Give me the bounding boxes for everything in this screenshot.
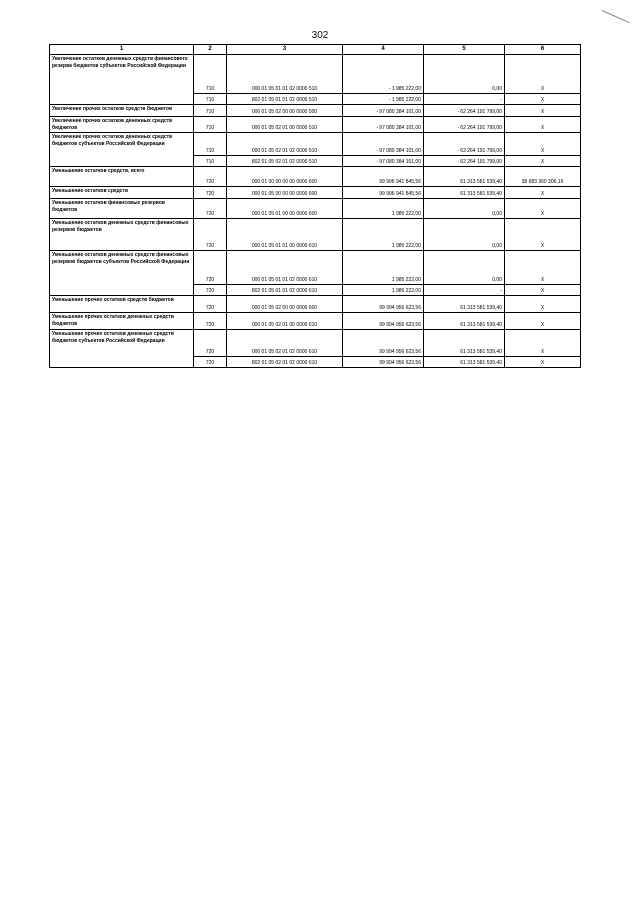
approved-amount-cell: - 97 080 384 101,00 (343, 117, 424, 133)
executed-amount-cell: 61 313 581 539,40 (424, 330, 505, 357)
classification-code-cell: 000 01 05 01 01 02 0000 510 (227, 55, 343, 94)
code-cell: 710 (194, 156, 227, 167)
row-name-cell: Увеличение остатков денежных средств финансового резерва бюджетов субъектов Российской Федерации (50, 55, 194, 105)
executed-amount-cell: 61 313 581 539,40 (424, 296, 505, 313)
unexecuted-amount-cell: X (505, 55, 581, 94)
page-number: 302 (311, 30, 329, 41)
row-name-cell: Уменьшение остатков денежных средств финансовых резервов бюджетов (50, 219, 194, 251)
approved-amount-cell: - 97 080 384 101,00 (343, 133, 424, 156)
classification-code-cell: 000 01 05 02 01 02 0000 610 (227, 330, 343, 357)
approved-amount-cell: 99 996 941 845,56 (343, 187, 424, 199)
row-name-cell: Уменьшение прочих остатков денежных средств бюджетов субъектов Российской Федерации (50, 330, 194, 368)
table-row (50, 296, 581, 313)
approved-amount-cell: 1 985 222,00 (343, 285, 424, 296)
code-cell: 710 (194, 55, 227, 94)
classification-code-cell: 000 01 05 02 01 02 0000 510 (227, 133, 343, 156)
executed-amount-cell: - 62 264 191 799,00 (424, 117, 505, 133)
classification-code-cell: 000 01 05 01 00 00 0000 600 (227, 199, 343, 219)
approved-amount-cell: 99 994 956 623,56 (343, 296, 424, 313)
unexecuted-amount-cell: X (505, 105, 581, 117)
row-name-cell: Увеличение прочих остатков денежных средств бюджетов (50, 117, 194, 133)
code-cell: 710 (194, 133, 227, 156)
code-cell: 720 (194, 330, 227, 357)
code-cell: 720 (194, 296, 227, 313)
unexecuted-amount-cell: 38 683 360 306,16 (505, 167, 581, 187)
classification-code-cell: 000 01 05 02 01 00 0000 510 (227, 117, 343, 133)
row-name-cell: Уменьшение прочих остатков денежных средств бюджетов (50, 313, 194, 330)
table-row (50, 167, 581, 187)
classification-code-cell: 802 01 05 02 01 02 0000 610 (227, 357, 343, 368)
table-row (50, 105, 581, 117)
table-row (50, 55, 581, 94)
unexecuted-amount-cell: X (505, 330, 581, 357)
executed-amount-cell: - 62 264 191 799,00 (424, 156, 505, 167)
table-row (50, 133, 581, 156)
approved-amount-cell: 1 985 222,00 (343, 199, 424, 219)
scan-artifact-line (602, 10, 630, 23)
code-cell: 720 (194, 357, 227, 368)
row-name-cell: Уменьшение остатков финансовых резервов бюджетов (50, 199, 194, 219)
header-col-1: 1 (50, 45, 194, 55)
classification-code-cell: 000 01 05 01 01 02 0000 610 (227, 251, 343, 285)
unexecuted-amount-cell: X (505, 219, 581, 251)
unexecuted-amount-cell: X (505, 156, 581, 167)
approved-amount-cell: 1 985 222,00 (343, 251, 424, 285)
executed-amount-cell: 61 313 581 539,40 (424, 313, 505, 330)
code-cell: 720 (194, 313, 227, 330)
executed-amount-cell: 0,00 (424, 199, 505, 219)
classification-code-cell: 802 01 05 01 01 02 0000 610 (227, 285, 343, 296)
classification-code-cell: 802 01 05 02 01 02 0000 510 (227, 156, 343, 167)
row-name-cell: Увеличение прочих остатков денежных средств бюджетов субъектов Российской Федерации (50, 133, 194, 167)
approved-amount-cell: 99 994 956 623,56 (343, 330, 424, 357)
unexecuted-amount-cell: X (505, 357, 581, 368)
executed-amount-cell: 0,00 (424, 55, 505, 94)
approved-amount-cell: 99 994 956 623,56 (343, 313, 424, 330)
table-row (50, 313, 581, 330)
approved-amount-cell: - 1 985 222,00 (343, 55, 424, 94)
unexecuted-amount-cell: X (505, 296, 581, 313)
code-cell: 720 (194, 219, 227, 251)
code-cell: 710 (194, 117, 227, 133)
executed-amount-cell: - 62 264 191 799,00 (424, 133, 505, 156)
classification-code-cell: 000 01 05 00 00 00 0000 600 (227, 187, 343, 199)
code-cell: 720 (194, 285, 227, 296)
classification-code-cell: 802 01 05 01 01 02 0000 510 (227, 94, 343, 105)
unexecuted-amount-cell: X (505, 94, 581, 105)
unexecuted-amount-cell: X (505, 285, 581, 296)
unexecuted-amount-cell: X (505, 199, 581, 219)
approved-amount-cell: 1 985 222,00 (343, 219, 424, 251)
table-body (50, 55, 581, 368)
approved-amount-cell: - 97 080 384 101,00 (343, 156, 424, 167)
table-row (50, 219, 581, 251)
classification-code-cell: 000 01 00 00 00 00 0000 600 (227, 167, 343, 187)
table-row (50, 330, 581, 357)
code-cell: 720 (194, 251, 227, 285)
row-name-cell: Уменьшение остатков средств, всего (50, 167, 194, 187)
header-col-6: 6 (505, 45, 581, 55)
executed-amount-cell: - (424, 94, 505, 105)
executed-amount-cell: - 62 264 191 799,00 (424, 105, 505, 117)
code-cell: 720 (194, 167, 227, 187)
code-cell: 720 (194, 199, 227, 219)
row-name-cell: Увеличение прочих остатков средств бюджетов (50, 105, 194, 117)
header-col-3: 3 (227, 45, 343, 55)
row-name-cell: Уменьшение прочих остатков средств бюджетов (50, 296, 194, 313)
unexecuted-amount-cell: X (505, 117, 581, 133)
executed-amount-cell: 61 313 581 539,40 (424, 187, 505, 199)
row-name-cell: Уменьшение остатков средств (50, 187, 194, 199)
header-col-4: 4 (343, 45, 424, 55)
approved-amount-cell: - 97 080 384 101,00 (343, 105, 424, 117)
header-col-5: 5 (424, 45, 505, 55)
unexecuted-amount-cell: X (505, 313, 581, 330)
table-row (50, 187, 581, 199)
approved-amount-cell: 99 996 941 845,56 (343, 167, 424, 187)
row-name-cell: Уменьшение остатков денежных средств финансовых резервов бюджетов субъектов Российской Федерации (50, 251, 194, 296)
code-cell: 710 (194, 105, 227, 117)
table-row (50, 199, 581, 219)
unexecuted-amount-cell: X (505, 187, 581, 199)
classification-code-cell: 000 01 05 01 01 00 0000 610 (227, 219, 343, 251)
classification-code-cell: 000 01 05 02 00 00 0000 500 (227, 105, 343, 117)
unexecuted-amount-cell: X (505, 251, 581, 285)
executed-amount-cell: 0,00 (424, 219, 505, 251)
executed-amount-cell: - (424, 285, 505, 296)
code-cell: 720 (194, 187, 227, 199)
approved-amount-cell: 99 994 956 623,56 (343, 357, 424, 368)
approved-amount-cell: - 1 985 222,00 (343, 94, 424, 105)
header-col-2: 2 (194, 45, 227, 55)
table-row (50, 251, 581, 285)
classification-code-cell: 000 01 05 02 01 00 0000 610 (227, 313, 343, 330)
unexecuted-amount-cell: X (505, 133, 581, 156)
code-cell: 710 (194, 94, 227, 105)
classification-code-cell: 000 01 05 02 00 00 0000 600 (227, 296, 343, 313)
budget-sources-table (49, 44, 581, 368)
table-row (50, 117, 581, 133)
executed-amount-cell: 0,00 (424, 251, 505, 285)
executed-amount-cell: 61 313 581 539,40 (424, 167, 505, 187)
executed-amount-cell: 61 313 581 539,40 (424, 357, 505, 368)
header-row (50, 45, 581, 55)
